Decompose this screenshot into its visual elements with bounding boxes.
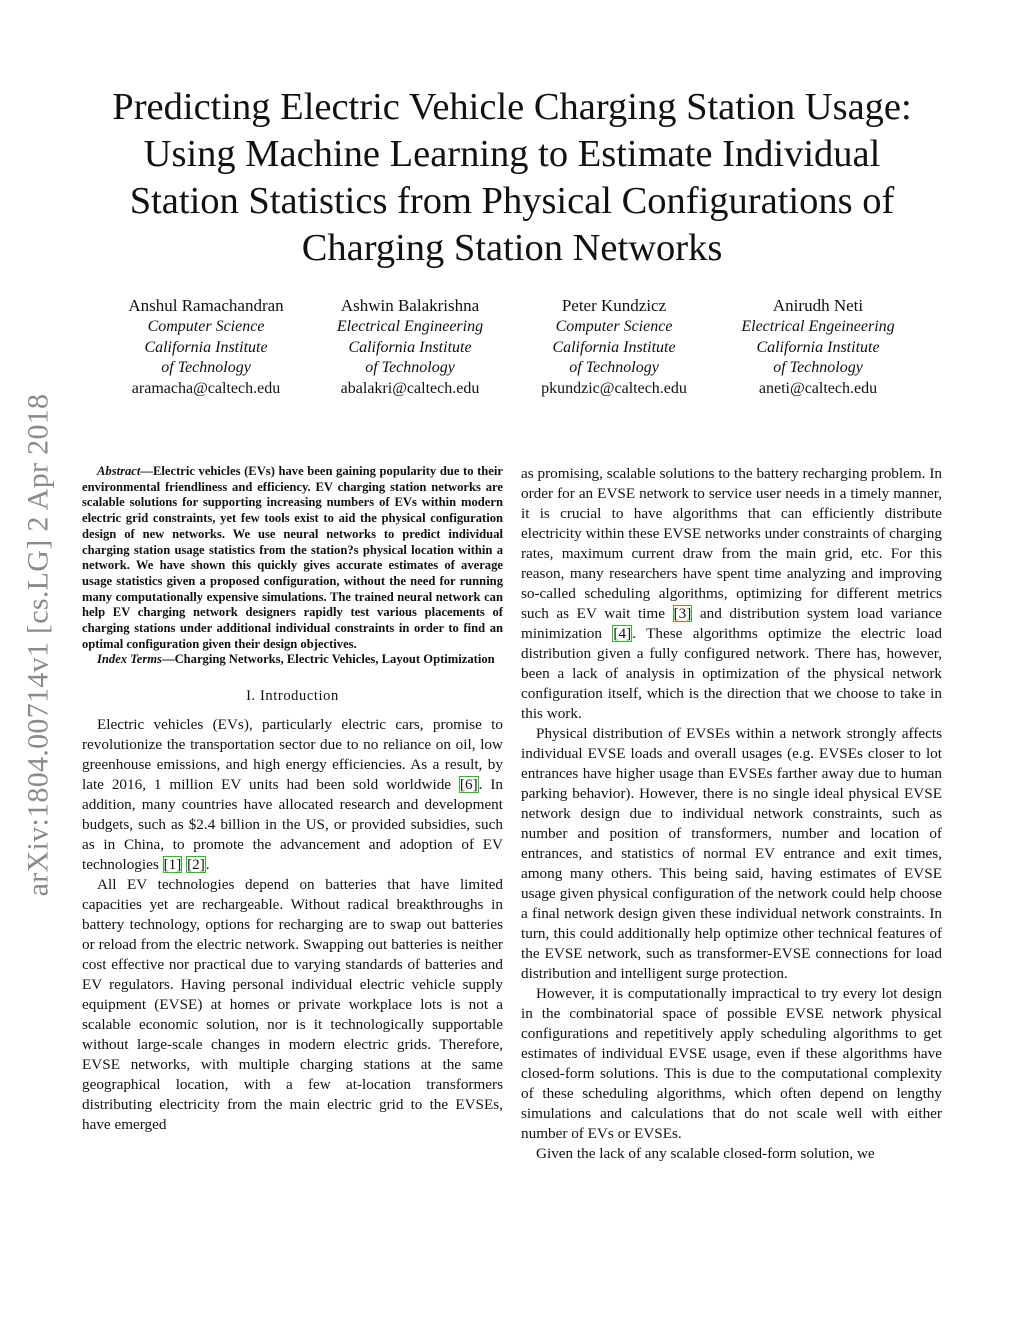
left-column [82, 464, 503, 1135]
paragraph: Given the lack of any scalable closed-form solution, we [536, 1145, 875, 1162]
title-line: Charging Station Networks [301, 227, 723, 269]
paragraph-text: . In addition, many countries have allocated research and development budgets, such as $2.4 billion in the US, or provided subsidies, such as in China, to promote the advancement and adoption of EV technologies [82, 776, 503, 874]
author-institution: California Institute [552, 338, 676, 356]
author-institution: of Technology [773, 359, 863, 376]
author-department: Computer Science [147, 318, 265, 335]
paragraph-text: Electric vehicles (EVs), particularly electric cars, promise to revolutionize the transportation sector due to no reliance on oil, low greenhouse emissions, and high energy efficiencies. As a result, by late 2016, 1 million EV units had been sold worldwide [82, 716, 503, 794]
author-institution: California Institute [756, 338, 880, 356]
citation-link[interactable]: [4] [613, 625, 632, 642]
section-heading: I. Introduction [246, 688, 339, 705]
paragraph: All EV technologies depend on batteries that have limited capacities yet are rechargeable. Without radical breakthroughs in battery technology, options for recharging are to swap out batteries or reload from the electric network. Swapping out batteries is neither cost effective nor practical due to varying standards of batteries and EV regulators. Having personal individual electric vehicle supply equipment (EVSE) at homes or private workplace lots is not a scalable economic solution, nor is it technologically supportable without large-scale changes in modern electric grids. Therefore, EVSE networks, with multiple charging stations at the same geographical location, with a few at-location transformers distributing electricity from the main electric grid to the EVSEs, have emerged [82, 876, 503, 1134]
citation-link[interactable]: [2] [187, 856, 205, 874]
author-institution: of Technology [569, 359, 659, 376]
author-department: Electrical Engeineering [741, 318, 895, 335]
author-department: Electrical Engineering [336, 318, 484, 335]
citation-link[interactable]: [1] [163, 856, 182, 874]
arxiv-stamp [6, 355, 70, 935]
abstract-label: Abstract [97, 464, 141, 478]
paragraph [521, 464, 942, 724]
author-institution: of Technology [161, 359, 251, 376]
author-institution: California Institute [348, 338, 472, 356]
paragraph: Physical distribution of EVSEs within a network strongly affects individual EVSE loads and overall usages (e.g. EVSEs closer to lot entrances have higher usage than EVSEs farther away due to human parking behavior). However, there is no single ideal physical EVSE network design due to individual network constraints, such as number and position of transformers, number and location of entrances, and statistics of normal EV entrance and exit times, among many others. This being said, having estimates of EVSE usage given physical configuration of the network could help choose a final network design given these individual network constraints. In turn, this could additionally help optimize other technical features of the EVSE network, such as transformer-EVSE connections for load distribution and intelligent surge protection. [521, 725, 942, 982]
author-email: aneti@caltech.edu [758, 379, 878, 397]
author-email: abalakri@caltech.edu [340, 379, 480, 397]
title-line: Station Statistics from Physical Configurations of [129, 180, 895, 222]
title-line: Using Machine Learning to Estimate Individual [143, 133, 881, 175]
abstract [82, 464, 503, 652]
paragraph-text: and distribution system load variance minimization [521, 605, 942, 642]
citation-link[interactable]: [3] [673, 605, 692, 622]
title-line: Predicting Electric Vehicle Charging Station Usage: [112, 86, 912, 128]
paragraph-text: . These algorithms optimize the electric load distribution given a fully configured network. There has, however, been a lack of analysis in optimization of the physical network configuration itself, which is the direction that we choose to take in this work. [521, 625, 942, 722]
author-name: Peter Kundzicz [561, 296, 667, 315]
author [308, 295, 512, 399]
author-name: Anirudh Neti [772, 296, 864, 315]
paragraph-text: as promising, scalable solutions to the battery recharging problem. In order for an EVSE network to service user needs in a timely manner, it is crucial to have algorithms that can efficiently distribute electricity within these EVSE networks under constraints of charging rates, maximum current draw from the main grid, etc. For this reason, many researchers have spent time analyzing and improving so-called scheduling algorithms, optimizing for different metrics such as EV wait time [521, 465, 942, 622]
arxiv-stamp-text: arXiv:1804.00714v1 [cs.LG] 2 Apr 2018 [21, 393, 55, 897]
index-terms [82, 652, 503, 668]
paper-title [60, 84, 964, 272]
paragraph [82, 715, 503, 875]
author [716, 295, 920, 399]
author-email: aramacha@caltech.edu [131, 379, 281, 397]
author [104, 295, 308, 399]
author-block [104, 295, 920, 399]
author-name: Anshul Ramachandran [128, 296, 284, 315]
author-institution: California Institute [144, 338, 268, 356]
author [512, 295, 716, 399]
paragraph-text: . [205, 856, 210, 874]
right-column [521, 464, 942, 1164]
paragraph: However, it is computationally impractical to try every lot design in the combinatorial space of possible EVSE network physical configurations and repetitively apply scheduling algorithms to get estimates of individual EVSE usage, even if these algorithms have closed-form solutions. This is due to the computational complexity of these scheduling algorithms, which often depend on lengthy simulations and calculations that do not scale well with either number of EVs or EVSEs. [521, 985, 942, 1142]
author-department: Computer Science [555, 318, 673, 335]
author-institution: of Technology [365, 359, 455, 376]
abstract-text: —Electric vehicles (EVs) have been gaining popularity due to their environmental friendliness and efficiency. EV charging station networks are scalable solutions for supporting increasing numbers of EVs within modern electric grid constraints, yet few tools exist to aid the physical configuration design of new networks. We use neural networks to predict individual charging station usage statistics from the station?s physical location within a network. We have shown this quickly gives accurate estimates of average usage statistics given a proposed configuration, without the need for running many computationally expensive simulations. The trained neural network can help EV charging network designers rapidly test various placements of charging stations under additional individual constraints in order to find an optimal configuration given their design objectives. [82, 464, 503, 651]
author-name: Ashwin Balakrishna [340, 296, 480, 315]
citation-link[interactable]: [6] [459, 776, 478, 794]
index-terms-text: —Charging Networks, Electric Vehicles, Layout Optimization [161, 652, 495, 667]
index-terms-label: Index Terms [97, 652, 162, 667]
author-email: pkundzic@caltech.edu [541, 379, 687, 397]
